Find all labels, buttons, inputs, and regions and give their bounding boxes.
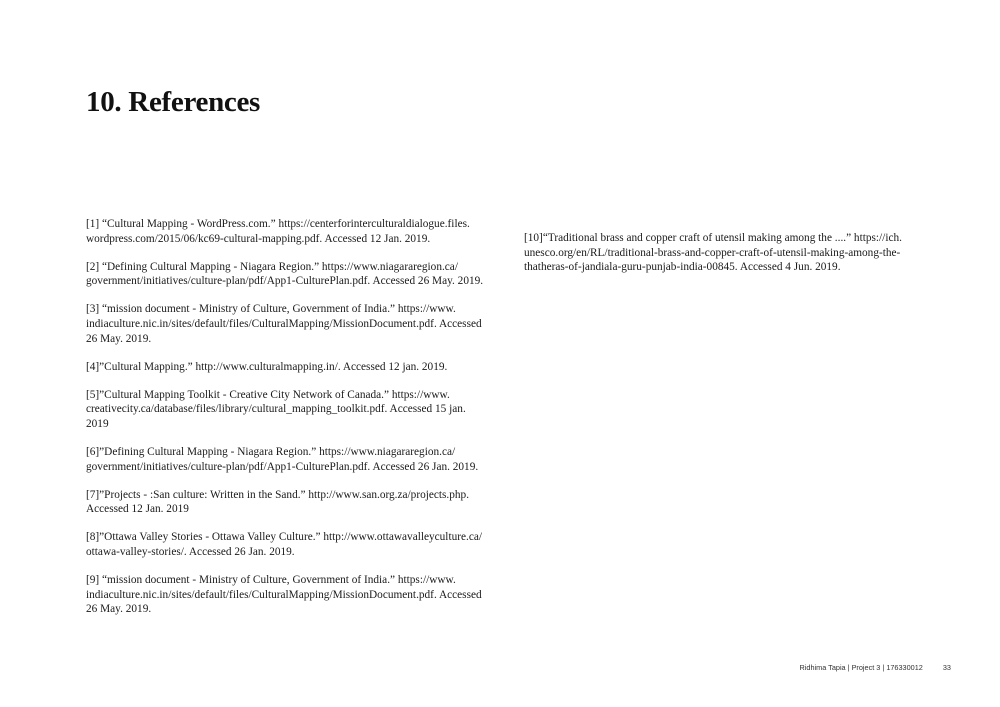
- references-left-column: [86, 217, 511, 617]
- reference-8: [8]”Ottawa Valley Stories - Ottawa Valley Culture.” http://www.ottawavalleyculture.ca/ ottawa-valley-stories/. Accessed 26 Jan. 2019.: [86, 531, 483, 558]
- reference-5: [5]”Cultural Mapping Toolkit - Creative City Network of Canada.” https://www. creativecity.ca/database/files/library/cultural_mapping_toolkit.pdf. Accessed 15 jan. 2019: [86, 388, 466, 430]
- reference-3: [3] “mission document - Ministry of Culture, Government of India.” https://www. indiaculture.nic.in/sites/default/files/CulturalMapping/MissionDocument.pdf. Accessed 26 May. 2019.: [86, 303, 482, 345]
- reference-2: [2] “Defining Cultural Mapping - Niagara Region.” https://www.niagararegion.ca/ government/initiatives/culture-plan/pdf/App1-CulturePlan.pdf. Accessed 26 May. 2019.: [86, 260, 484, 288]
- page-number: 33: [942, 663, 951, 672]
- reference-9: [9] “mission document - Ministry of Culture, Government of India.” https://www. indiaculture.nic.in/sites/default/files/CulturalMapping/MissionDocument.pdf. Accessed 26 May. 2019.: [86, 574, 482, 616]
- reference-7: [7]”Projects - :San culture: Written in the Sand.” http://www.san.org.za/projects.php. Accessed 12 Jan. 2019: [86, 488, 470, 516]
- footer-credit: Ridhima Tapia | Project 3 | 176330012: [799, 663, 923, 672]
- references-right-column: [524, 231, 929, 275]
- reference-1: [1] “Cultural Mapping - WordPress.com.” https://centerforinterculturaldialogue.files. wordpress.com/2015/06/kc69-cultural-mapping.pdf. Accessed 12 Jan. 2019.: [86, 218, 470, 245]
- page-title: 10. References: [86, 86, 261, 118]
- reference-6: [6]”Defining Cultural Mapping - Niagara Region.” https://www.niagararegion.ca/ government/initiatives/culture-plan/pdf/App1-CulturePlan.pdf. Accessed 26 Jan. 2019.: [86, 446, 479, 473]
- reference-10: [10]“Traditional brass and copper craft of utensil making among the ....” https://ich. unesco.org/en/RL/traditional-brass-and-copper-craft-of-utensil-making-among-the- thatheras-of-jandiala-guru-punjab-india-00845. Accessed 4 Jun. 2019.: [524, 232, 902, 274]
- reference-4: [4]”Cultural Mapping.” http://www.culturalmapping.in/. Accessed 12 jan. 2019.: [86, 360, 448, 373]
- page-footer: [800, 663, 951, 672]
